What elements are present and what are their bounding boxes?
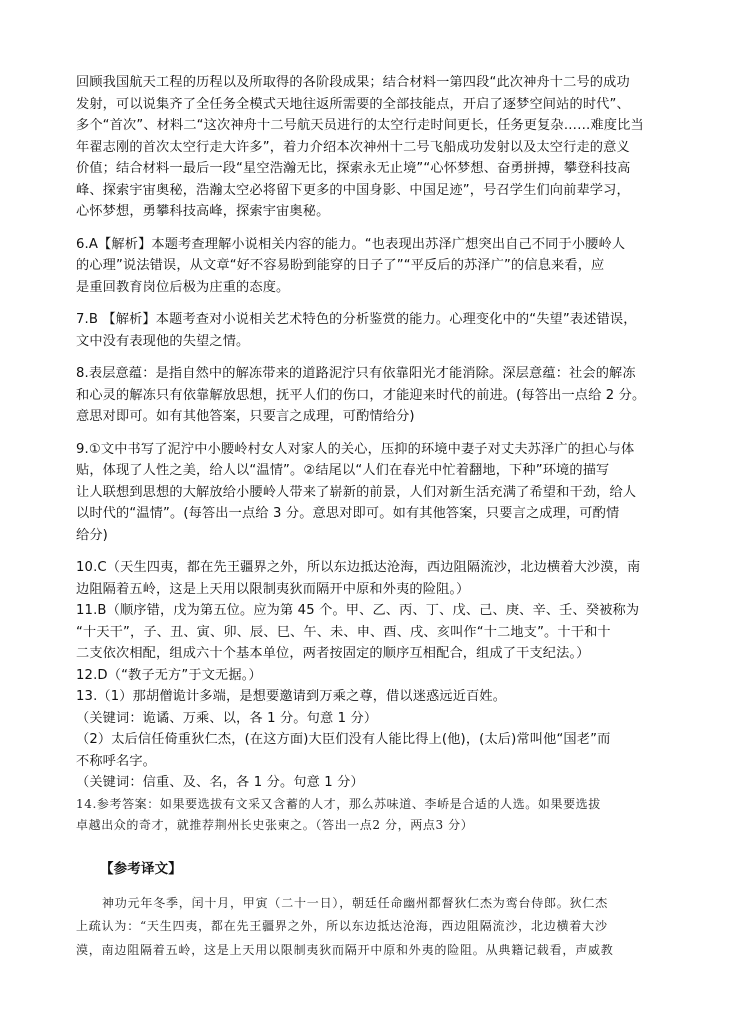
text-line: 不称呼名字。 <box>76 753 157 769</box>
answer-14 <box>76 794 662 836</box>
text-line: 的心理”说法错误，从文章“好不容易盼到能穿的日子了”“平反后的苏泽广”的信息来看，应 <box>76 258 605 273</box>
text-line: 价值；结合材料一最后一段“星空浩瀚无比，探索永无止境”“心怀梦想、奋勇拼搏，攀登科技高 <box>76 161 631 176</box>
text-line: 8.表层意蕴：是指自然中的解冻带来的道路泥泞只有依靠阳光才能消除。深层意蕴：社会的解冻 <box>76 366 636 381</box>
answer-7 <box>76 309 662 352</box>
answer-9 <box>76 439 662 547</box>
text-line: 和心灵的解冻只有依靠解放思想，抚平人们的伤口，才能迎来时代的前进。(每答出一点给 2 分。 <box>76 387 646 403</box>
text-line: 峰、探索宇宙奥秘，浩瀚太空必将留下更多的中国身影、中国足迹”，号召学生们向前辈学习， <box>76 182 630 198</box>
text-line: 给分) <box>76 527 108 543</box>
text-line: 年翟志刚的首次太空行走大许多”，着力介绍本次神州十二号飞船成功发射以及太空行走的意义 <box>76 139 630 155</box>
intro-paragraph <box>76 72 662 223</box>
text-line: 贴，体现了人性之美，给人以“温情”。②结尾以“人们在春光中忙着翻地，下种”环境的描写 <box>76 463 610 478</box>
text-line: 卓越出众的奇才，就推荐荆州长史张柬之。（答出一点2 分，两点3 分） <box>76 817 474 832</box>
text-line: 让人联想到思想的大解放给小腰岭人带来了崭新的前景，人们对新生活充满了希望和干劲，给人 <box>76 484 637 500</box>
text-line: （2）太后信任倚重狄仁杰，(在这方面)大臣们没有人能比得上(他)，(太后)常叫他“国老”而 <box>76 732 611 747</box>
answer-6 <box>76 234 662 299</box>
text-line: 意思对即可。如有其他答案，只要言之成理，可酌情给分) <box>76 409 415 424</box>
translation-heading: 【参考译文】 <box>100 860 182 877</box>
text-line: 6.A【解析】本题考查理解小说相关内容的能力。“也表现出苏泽广想突出自己不同于小腰岭人 <box>76 236 626 252</box>
answers-10-13 <box>76 557 662 794</box>
text-line: 上疏认为：“天生四夷，都在先王疆界之外，所以东边抵达沧海，西边阻隔流沙，北边横着大沙 <box>76 919 608 933</box>
text-line: 心怀梦想，勇攀科技高峰，探索宇宙奥秘。 <box>76 204 330 219</box>
text-line: 是重回教育岗位后极为庄重的态度。 <box>76 279 290 295</box>
text-line: 12.D（“教子无方”于文无据。） <box>76 667 262 683</box>
text-line: 文中没有表现他的失望之情。 <box>76 333 250 349</box>
text-line: （关键词：信重、及、名，各 1 分。句意 1 分） <box>76 775 364 790</box>
text-line: 14.参考答案：如果要选拔有文采又含蓄的人才，那么苏味道、李峤是合适的人选。如果要选拔 <box>76 796 601 811</box>
text-line: 9.①文中书写了泥泞中小腰岭村女人对家人的关心，压抑的环境中妻子对丈夫苏泽广的担心与体 <box>76 441 635 457</box>
text-line: 边阻隔着五岭，这是上天用以限制夷狄而隔开中原和外夷的险阻。） <box>76 581 470 597</box>
answer-8 <box>76 363 662 428</box>
text-line: “十天干”，子、丑、寅、卯、辰、巳、午、未、申、酉、戌、亥叫作“十二地支”。十干和十 <box>76 624 611 640</box>
text-line: （关键词：诡谲、万乘、以，各 1 分。句意 1 分） <box>76 710 378 726</box>
text-line: 13.（1）那胡僧诡计多端，是想要邀请到万乘之尊，借以迷惑远近百姓。 <box>76 689 507 704</box>
text-line: 回顾我国航天工程的历程以及所取得的各阶段成果；结合材料一第四段“此次神舟十二号的成功 <box>76 75 630 90</box>
text-line: 二支依次相配，组成六十个基本单位，两者按固定的顺序互相配合，组成了干支纪法。） <box>76 646 590 661</box>
translation-paragraph <box>76 892 662 963</box>
text-line: 漠，南边阻隔着五岭，这是上天用以限制夷狄而隔开中原和外夷的险阻。从典籍记载看，声威教 <box>76 942 614 957</box>
text-line: 以时代的“温情”。(每答出一点给 3 分。意思对即可。如有其他答案，只要言之成理，可酌情 <box>76 506 620 521</box>
text-line: 发射，可以说集齐了全任务全模式天地往返所需要的全部技能点，开启了逐梦空间站的时代”、 <box>76 96 630 112</box>
text-line: 神功元年冬季，闰十月，甲寅（二十一日），朝廷任命幽州都督狄仁杰为鸾台侍郎。狄仁杰 <box>102 895 609 910</box>
text-line: 11.B（顺序错，戊为第五位。应为第 45 个。甲、乙、丙、丁、戊、己、庚、辛、壬、癸被称为 <box>76 603 640 618</box>
text-line: 多个“首次”、材料二“这次神舟十二号航天员进行的太空行走时间更长，任务更复杂……难度比当 <box>76 118 644 133</box>
text-line: 10.C（天生四夷，都在先王疆界之外，所以东边抵达沧海，西边阻隔流沙，北边横着大沙漠，南 <box>76 560 641 575</box>
text-line: 7.B 【解析】本题考查对小说相关艺术特色的分析鉴赏的能力。心理变化中的“失望”表述错误， <box>76 312 637 327</box>
